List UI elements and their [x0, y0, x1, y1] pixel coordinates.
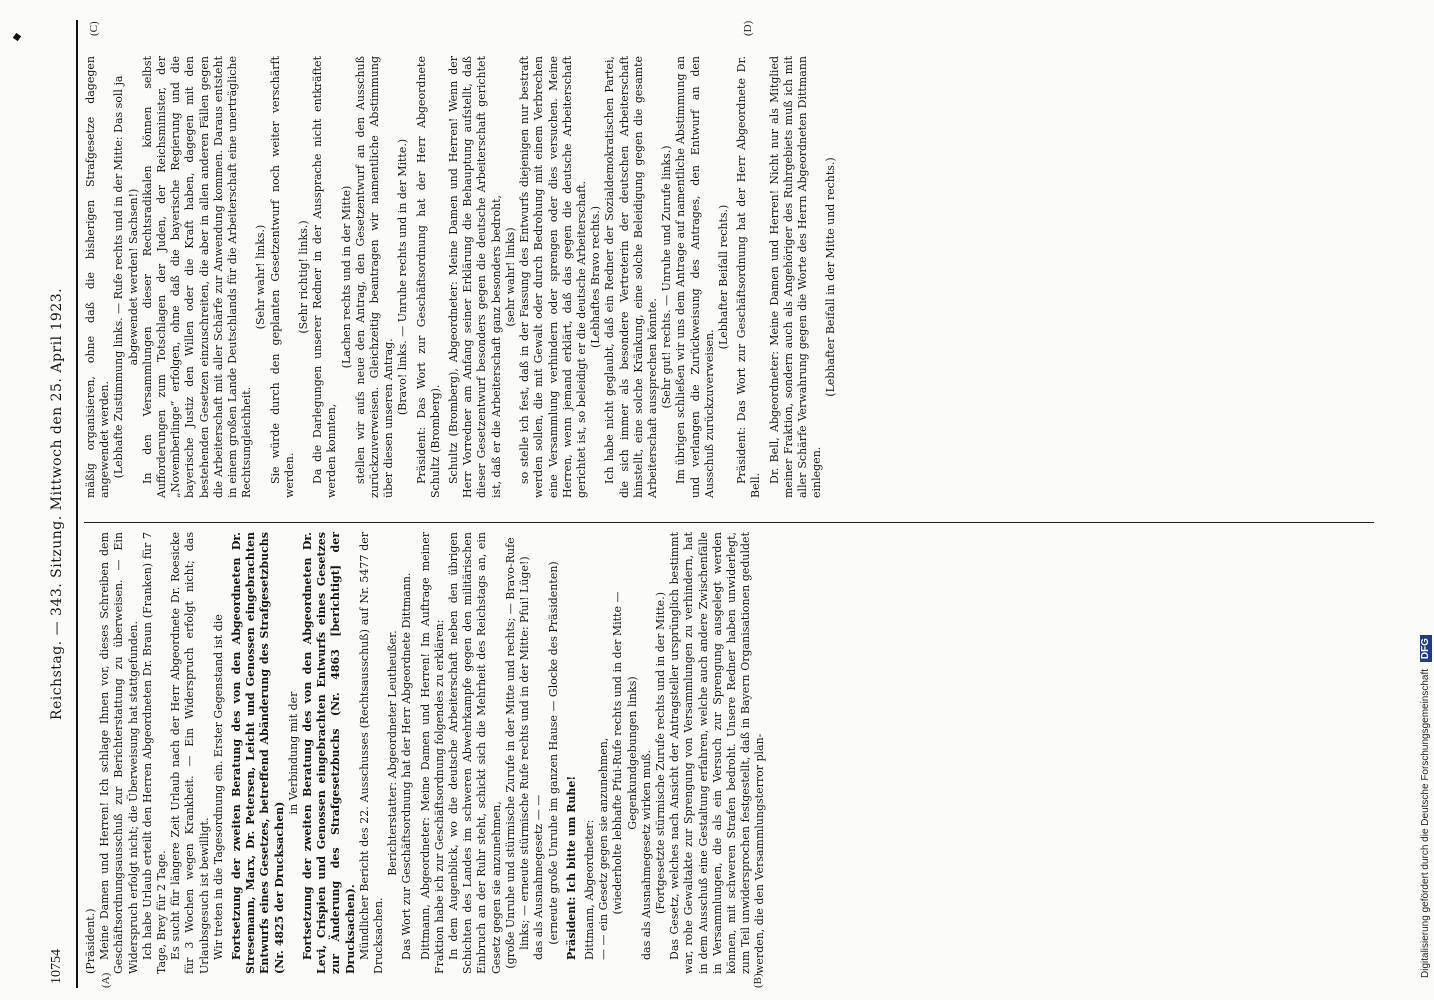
agenda-item: Fortsetzung der zweiten Beratung des von den Abgeordneten Dr. Levi, Crispien und Genossen eingebrachten Entwurfs eines Gesetzes zur Änderung des Strafgesetzbuchs (Nr. 4863 [berichtigt] der Drucksachen).	[301, 532, 357, 974]
paragraph: Es sucht für längere Zeit Urlaub nach der Herr Abgeordnete Dr. Roesicke für 3 Wochen wegen Krankheit. — Ein Widerspruch erfolgt nicht; das Urlaubsgesuch ist bewilligt.	[169, 532, 211, 974]
interjection: (Fortgesetzte stürmische Zurufe rechts und in der Mitte.)	[653, 592, 667, 914]
paragraph: das als Ausnahmegesetz wirken muß.	[639, 749, 653, 960]
paragraph: Wir treten in die Tagesordnung ein. Erster Gegenstand ist die	[211, 614, 225, 960]
right-column	[84, 56, 839, 498]
rotated-page-content	[12, 20, 1402, 988]
margin-marker-a: (A)	[100, 972, 112, 988]
interjection: (Lebhafter Beifall rechts.)	[716, 204, 730, 350]
interjection: (große Unruhe und stürmische Zurufe in der Mitte und rechts; — Bravo-Rufe links; — erneute stürmische Rufe rechts und in der Mitte: Pfui! Lüge!)	[503, 537, 532, 969]
interjection: (Sehr richtig! links.)	[297, 220, 311, 334]
page-header	[42, 20, 74, 988]
paragraph: (Präsident.)	[84, 908, 97, 974]
interjection: (Sehr gut! rechts. — Unruhe und Zurufe links.)	[660, 145, 674, 409]
paragraph: Meine Damen und Herren! Ich schlage Ihnen vor, dieses Schreiben dem Geschäftsordnungsausschuß zur Berichterstattung zu überweisen. — Ein Widerspruch erfolgt nicht; die Überweisung hat stattgefunden.	[98, 532, 140, 974]
margin-marker-b: (B)	[752, 973, 764, 988]
paragraph: Im übrigen schließen wir uns dem Antrage auf namentliche Abstimmung an und verlangen die Zurückweisung des Antrages, den Entwurf an den Ausschuß zurückzuverweisen.	[674, 56, 716, 498]
speech: Präsident: Das Wort zur Geschäftsordnung hat der Herr Abgeordnete Dr. Bell.	[735, 56, 763, 498]
running-head: Reichstag. — 343. Sitzung. Mittwoch den 25. April 1923.	[49, 287, 65, 721]
paragraph: — — ein Gesetz gegen sie anzunehmen,	[597, 737, 611, 960]
speech: Dittmann, Abgeordneter:	[582, 819, 596, 960]
digitization-credit	[1420, 0, 1432, 978]
interjection: (Sehr wahr! links.)	[254, 224, 268, 330]
page-number: 10754	[49, 949, 64, 984]
paragraph: in Verbindung mit der	[286, 691, 300, 815]
interjection: (erneute große Unruhe im ganzen Hause — Glocke des Präsidenten)	[546, 561, 560, 945]
margin-marker-c: (C)	[88, 21, 100, 36]
paragraph: Berichterstatter: Abgeordneter Leutheußer.	[386, 630, 400, 876]
paragraph: Da die Darlegungen unserer Redner in der Aussprache nicht entkräftet werden konnten,	[311, 56, 339, 498]
interjection: (Lebhaftes Bravo rechts.)	[589, 205, 603, 349]
dfg-logo: DFG	[1420, 635, 1432, 662]
interjection: (Lebhafter Beifall in der Mitte und rechts.)	[824, 157, 838, 397]
speech: Schultz (Bromberg), Abgeordneter: Meine Damen und Herren! Wenn der Herr Vorredner am Anfang seiner Erklärung die Behauptung aufstellt, daß dieser Gesetzentwurf besonders gegen die deutsche Arbeiterschaft gerichtet ist, daß er die Arbeiterschaft ganz besonders bedroht,	[447, 56, 503, 498]
margin-marker-d: (D)	[742, 20, 754, 36]
interjection: (Lebhafte Zustimmung links. — Rufe rechts und in der Mitte: Das soll ja abgewendet werden! Sachsen!)	[112, 75, 140, 479]
paragraph: stellen wir aufs neue den Antrag, den Gesetzentwurf an den Ausschuß zurückzuverweisen. Gleichzeitig beantragen wir namentliche Abstimmung über diesen unseren Antrag.	[353, 56, 396, 498]
paragraph: Sie würde durch den geplanten Gesetzentwurf noch weiter verschärft werden.	[268, 56, 296, 498]
interjection: (sehr wahr! links)	[503, 227, 517, 327]
paragraph: Das Wort zur Geschäftsordnung hat der Herr Abgeordnete Dittmann.	[400, 572, 414, 960]
interjection: (Lachen rechts und in der Mitte)	[339, 185, 353, 369]
speech: Dr. Bell, Abgeordneter: Meine Damen und Herren! Nicht nur als Mitglied meiner Fraktion, sondern auch als Angehöriger des Ruhrgebiets muß ich mit aller Schärfe Verwahrung gegen die Worte des Herrn Abgeordneten Dittmann einlegen.	[767, 56, 824, 498]
paragraph: Das Gesetz, welches nach Ansicht der Antragsteller ursprünglich bestimmt war, rohe Gewaltakte zur Sprengung von Versammlungen zu verhindern, hat in dem Ausschuß eine Gestaltung erfahren, welche auch andere Zwischenfälle in Versammlungen, die als ein Versuch zur Sprengung ausgelegt werden können, mit schweren Strafen bedroht. Unsere Redner haben unwiderlegt, zum Teil unwidersprochen festgestellt, daß in Bayern Organisationen geduldet werden, die den Versammlungsterror plan-	[668, 532, 767, 974]
speech: Präsident: Ich bitte um Ruhe!	[564, 775, 578, 960]
paragraph: so stelle ich fest, daß in der Fassung des Entwurfs diejenigen nur bestraft werden sollen, die mit Gewalt oder durch Bedrohung mit einem Verbrechen eine Versammlung verhindern oder sprengen oder dies versuchen. Meine Herren, wenn jemand erklärt, daß das gegen die deutsche Arbeiterschaft gerichtet ist, so beleidigt er die deutsche Arbeiterschaft.	[518, 56, 588, 498]
paragraph: mäßig organisieren, ohne daß die bisherigen Strafgesetze dagegen angewendet werden.	[84, 56, 112, 498]
interjection: (Bravo! links. — Unruhe rechts und in der Mitte.)	[396, 138, 410, 416]
header-rule	[76, 20, 78, 988]
agenda-item: Fortsetzung der zweiten Beratung des von den Abgeordneten Dr. Stresemann, Marx, Dr. Petersen, Leicht und Genossen eingebrachten Entwurfs eines Gesetzes, betreffend Abänderung des Strafgesetzbuchs (Nr. 4825 der Drucksachen)	[230, 532, 286, 974]
credit-text: Digitalisierung gefördert durch die Deutsche Forschungsgemeinschaft	[1420, 668, 1431, 978]
left-column	[84, 532, 768, 974]
speech: Präsident: Das Wort zur Geschäftsordnung hat der Herr Abgeordnete Schultz (Bromberg).	[414, 56, 442, 498]
paragraph: In den Versammlungen dieser Rechtsradikalen können selbst Aufforderungen zum Totschlagen der Juden, der Reichsminister, der „Novemberlinge“ erfolgen, ohne daß die bayerische Regierung und die bayerische Justiz den Willen oder die Kraft haben, dagegen mit den bestehenden Gesetzen einzuschreiten, die aber in allen anderen Fällen gegen die Arbeiterschaft mit aller Schärfe zur Anwendung kommen. Daraus entsteht in einem großen Lande Deutschlands für die Arbeiterschaft eine unerträgliche Rechtsungleichheit.	[140, 56, 254, 498]
column-divider	[84, 522, 1374, 523]
paragraph: In dem Augenblick, wo die deutsche Arbeiterschaft neben den übrigen Schichten des Landes im schweren Abwehrkampfe gegen den militärischen Einbruch an der Ruhr steht, schickt sich die Mehrheit des Reichstags an, ein Gesetz gegen sie anzunehmen,	[447, 532, 503, 974]
paragraph: Mündlicher Bericht des 22. Ausschusses (Rechtsausschuß) auf Nr. 5477 der Drucksachen.	[357, 532, 386, 974]
paragraph: Ich habe nicht geglaubt, daß ein Redner der Sozialdemokratischen Partei, die sich immer als besondere Vertreterin der deutschen Arbeiterschaft hinstellt, eine solche Kränkung, eine solche Beleidigung gegen die gesamte Arbeiterschaft aussprechen könnte.	[603, 56, 659, 498]
interjection: (wiederholte lebhafte Pfui-Rufe rechts und in der Mitte — Gegenkundgebungen links)	[611, 591, 639, 915]
speech: Dittmann, Abgeordneter: Meine Damen und Herren! Im Auftrage meiner Fraktion habe ich zur Geschäftsordnung folgendes zu erklären:	[418, 532, 446, 974]
paragraph: das als Ausnahmegesetz — —	[532, 794, 546, 960]
paragraph: Ich habe Urlaub erteilt den Herren Abgeordneten Dr. Braun (Franken) für 7 Tage, Brey für 2 Tage.	[140, 532, 169, 974]
